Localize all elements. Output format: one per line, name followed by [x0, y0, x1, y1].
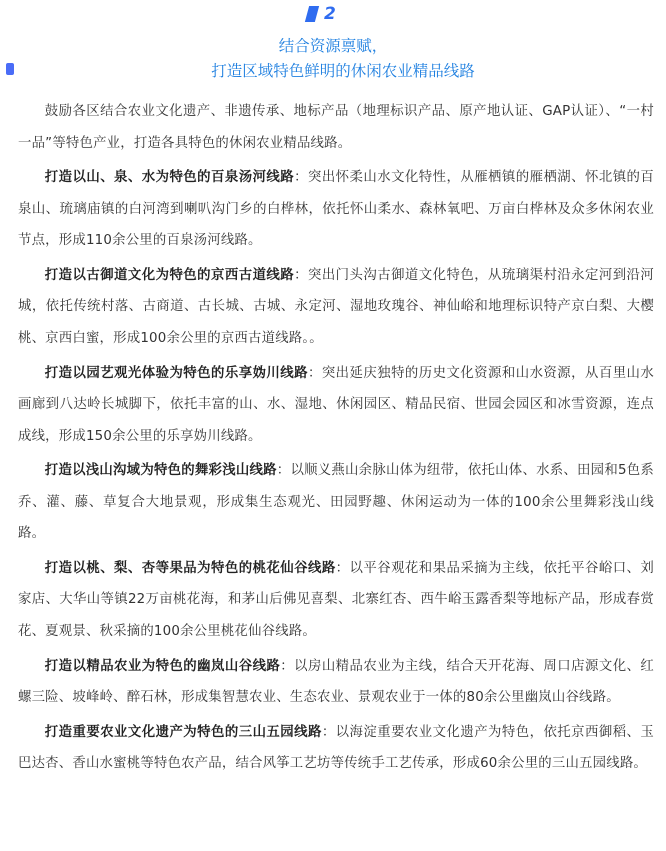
- route-text: ：突出门头沟古御道文化特色，从琉璃渠村沿永定河到沿河城，依托传统村落、古商道、古长城、古城、永定河、湿地玫瑰谷、神仙峪和地理标识特产京白梨、大樱桃、京西白蜜，形成100余公里的京西古道线路。。: [18, 267, 654, 346]
- route-paragraph: [18, 260, 654, 355]
- route-title: 打造以浅山沟域为特色的舞彩浅山线路: [44, 463, 277, 479]
- route-text: ：以顺义燕山余脉山体为纽带，依托山体、水系、田园和5色系乔、灌、藤、草复合大地景观，形成集生态观光、田园野趣、休闲运动为一体的100余公里舞彩浅山线路。: [18, 463, 654, 542]
- route-title: 打造以山、泉、水为特色的百泉汤河线路: [44, 170, 295, 186]
- route-paragraph: [18, 358, 654, 453]
- route-paragraph: [18, 717, 654, 780]
- section-number: 2: [324, 4, 336, 24]
- intro-paragraph: 鼓励各区结合农业文化遗产、非遗传承、地标产品（地理标识产品、原产地认证、GAP认证）、“一村一品”等特色产业，打造各具特色的休闲农业精品线路。: [18, 104, 654, 151]
- heading-line-1: 结合资源禀赋，: [278, 37, 388, 55]
- route-text: ：以海淀重要农业文化遗产为特色，依托京西御稻、玉巴达杏、香山水蜜桃等特色农产品，结合风筝工艺坊等传统手工艺传承，形成60余公里的三山五园线路。: [18, 724, 654, 772]
- route-title: 打造以精品农业为特色的幽岚山谷线路: [44, 658, 281, 674]
- section-heading: [0, 34, 666, 84]
- section-number-badge: [307, 4, 349, 24]
- route-text: ：以平谷观花和果品采摘为主线，依托平谷峪口、刘家店、大华山等镇22万亩桃花海，和茅山后佛见喜梨、北寨红杏、西牛峪玉露香梨等地标产品，形成春赏花、夏观景、秋采摘的100余公里桃花仙谷线路。: [18, 560, 654, 639]
- route-title: 打造以古御道文化为特色的京西古道线路: [44, 267, 295, 283]
- article-body: [18, 96, 654, 783]
- route-paragraph: [18, 553, 654, 648]
- route-paragraph: [18, 651, 654, 714]
- route-title: 打造以桃、梨、杏等果品为特色的桃花仙谷线路: [44, 560, 336, 576]
- route-paragraph: [18, 162, 654, 257]
- route-title: 打造以园艺观光体验为特色的乐享妫川线路: [44, 365, 308, 381]
- route-paragraph: [18, 455, 654, 550]
- route-text: ：突出延庆独特的历史文化资源和山水资源，从百里山水画廊到八达岭长城脚下，依托丰富的山、水、湿地、休闲园区、精品民宿、世园会园区和冰雪资源，连点成线，形成150余公里的乐享妫川线路。: [18, 365, 654, 444]
- route-text: ：突出怀柔山水文化特性，从雁栖镇的雁栖湖、怀北镇的百泉山、琉璃庙镇的白河湾到喇叭沟门乡的白桦林，依托怀山柔水、森林氧吧、万亩白桦林及众多休闲农业节点，形成110余公里的百泉汤河线路。: [18, 170, 654, 249]
- heading-line-2: 打造区域特色鲜明的休闲农业精品线路: [211, 62, 475, 80]
- badge-bar-icon: [305, 6, 319, 22]
- route-title: 打造重要农业文化遗产为特色的三山五园线路: [44, 724, 322, 740]
- route-text: ：以房山精品农业为主线，结合天开花海、周口店源文化、红螺三险、坡峰岭、醉石林，形成集智慧农业、生态农业、景观农业于一体的80余公里幽岚山谷线路。: [18, 658, 654, 706]
